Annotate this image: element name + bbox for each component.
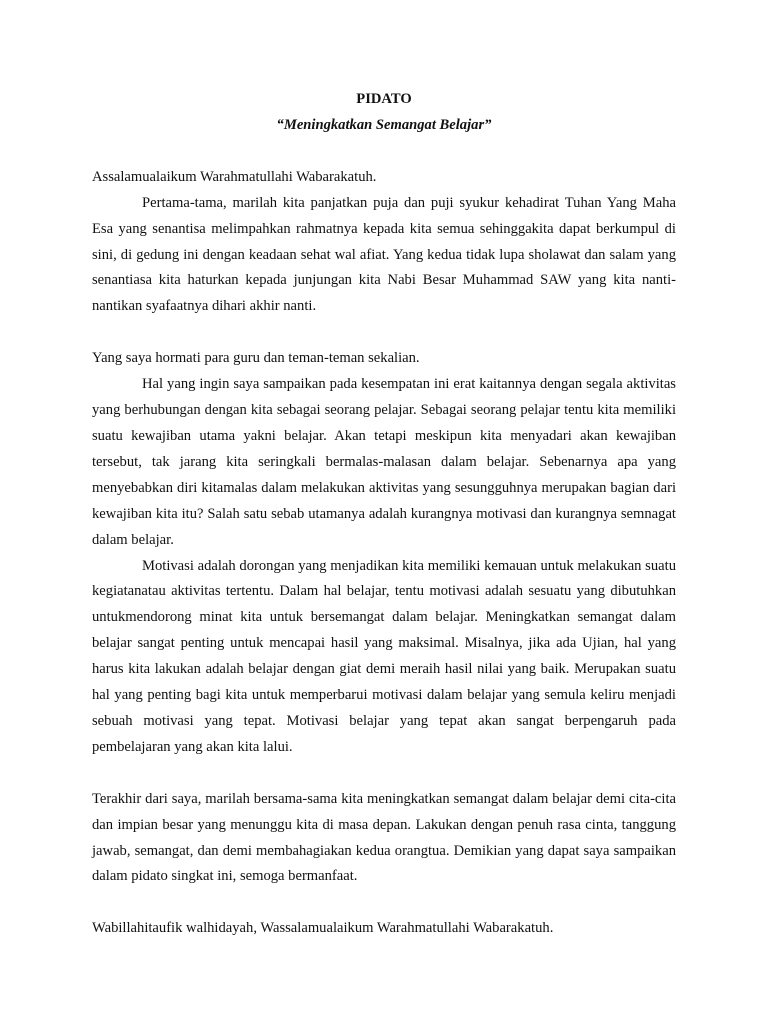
document-subtitle: “Meningkatkan Semangat Belajar” [276, 116, 492, 133]
paragraph-gap [92, 320, 676, 346]
opening-greeting: Assalamualaikum Warahmatullahi Wabarakatuh. [92, 168, 377, 185]
paragraph-motivation-definition: Motivasi adalah dorongan yang menjadikan kita memiliki kemauan untuk melakukan suatu kegiatanatau aktivitas tertentu. Dalam hal belajar, tentu motivasi adalah sesuatu yang dibutuhkan untukmendorong minat kita untuk bersemangat dalam belajar. Meningkatkan semangat dalam belajar sangat penting untuk mencapai hasil yang maksimal. Misalnya, jika ada Ujian, hal yang harus kita lakukan adalah belajar dengan giat demi meraih hasil nilai yang baik. Merupakan suatu hal yang penting bagi kita untuk memperbarui motivasi dalam belajar yang semula keliru menjadi sebuah motivasi yang tepat. Motivasi belajar yang tepat akan sangat berpengaruh pada pembelajaran yang akan kita lalui. [92, 557, 676, 755]
document-title: PIDATO [356, 91, 412, 107]
paragraph-motivation-intro: Hal yang ingin saya sampaikan pada kesempatan ini erat kaitannya dengan segala aktivitas yang berhubungan dengan kita sebagai seorang pelajar. Sebagai seorang pelajar tentu kita memiliki suatu kewajiban utama yakni belajar. Akan tetapi meskipun kita menyadari akan kewajiban tersebut, tak jarang kita seringkali bermalas-malasan dalam belajar. Sebenarnya apa yang menyebabkan diri kitamalas dalam melakukan aktivitas yang sesungguhnya merupakan bagian dari kewajiban kita itu? Salah satu sebab utamanya adalah kurangnya motivasi dan kurangnya semnagat dalam belajar. [92, 376, 676, 548]
salutation: Yang saya hormati para guru dan teman-teman sekalian. [92, 350, 420, 367]
closing-greeting: Wabillahitaufik walhidayah, Wassalamualaikum Warahmatullahi Wabarakatuh. [92, 920, 554, 937]
paragraph-gap [92, 890, 676, 916]
paragraph-opening: Pertama-tama, marilah kita panjatkan puja dan puji syukur kehadirat Tuhan Yang Maha Esa yang senantisa melimpahkan rahmatnya kepada kita semua sehinggakita dapat berkumpul di sini, di gedung ini dengan keadaan sehat wal afiat. Yang kedua tidak lupa sholawat dan salam yang senantiasa kita haturkan kepada junjungan kita Nabi Besar Muhammad SAW yang kita nanti-nantikan syafaatnya dihari akhir nanti. [92, 194, 676, 315]
paragraph-closing-remarks: Terakhir dari saya, marilah bersama-sama kita meningkatkan semangat dalam belajar demi cita-cita dan impian besar yang menunggu kita di masa depan. Lakukan dengan penuh rasa cinta, tanggung jawab, semangat, dan demi membahagiakan kedua orangtua. Demikian yang dapat saya sampaikan dalam pidato singkat ini, semoga bermanfaat. [92, 790, 676, 885]
paragraph-gap [92, 761, 676, 787]
speech-body [92, 87, 676, 942]
